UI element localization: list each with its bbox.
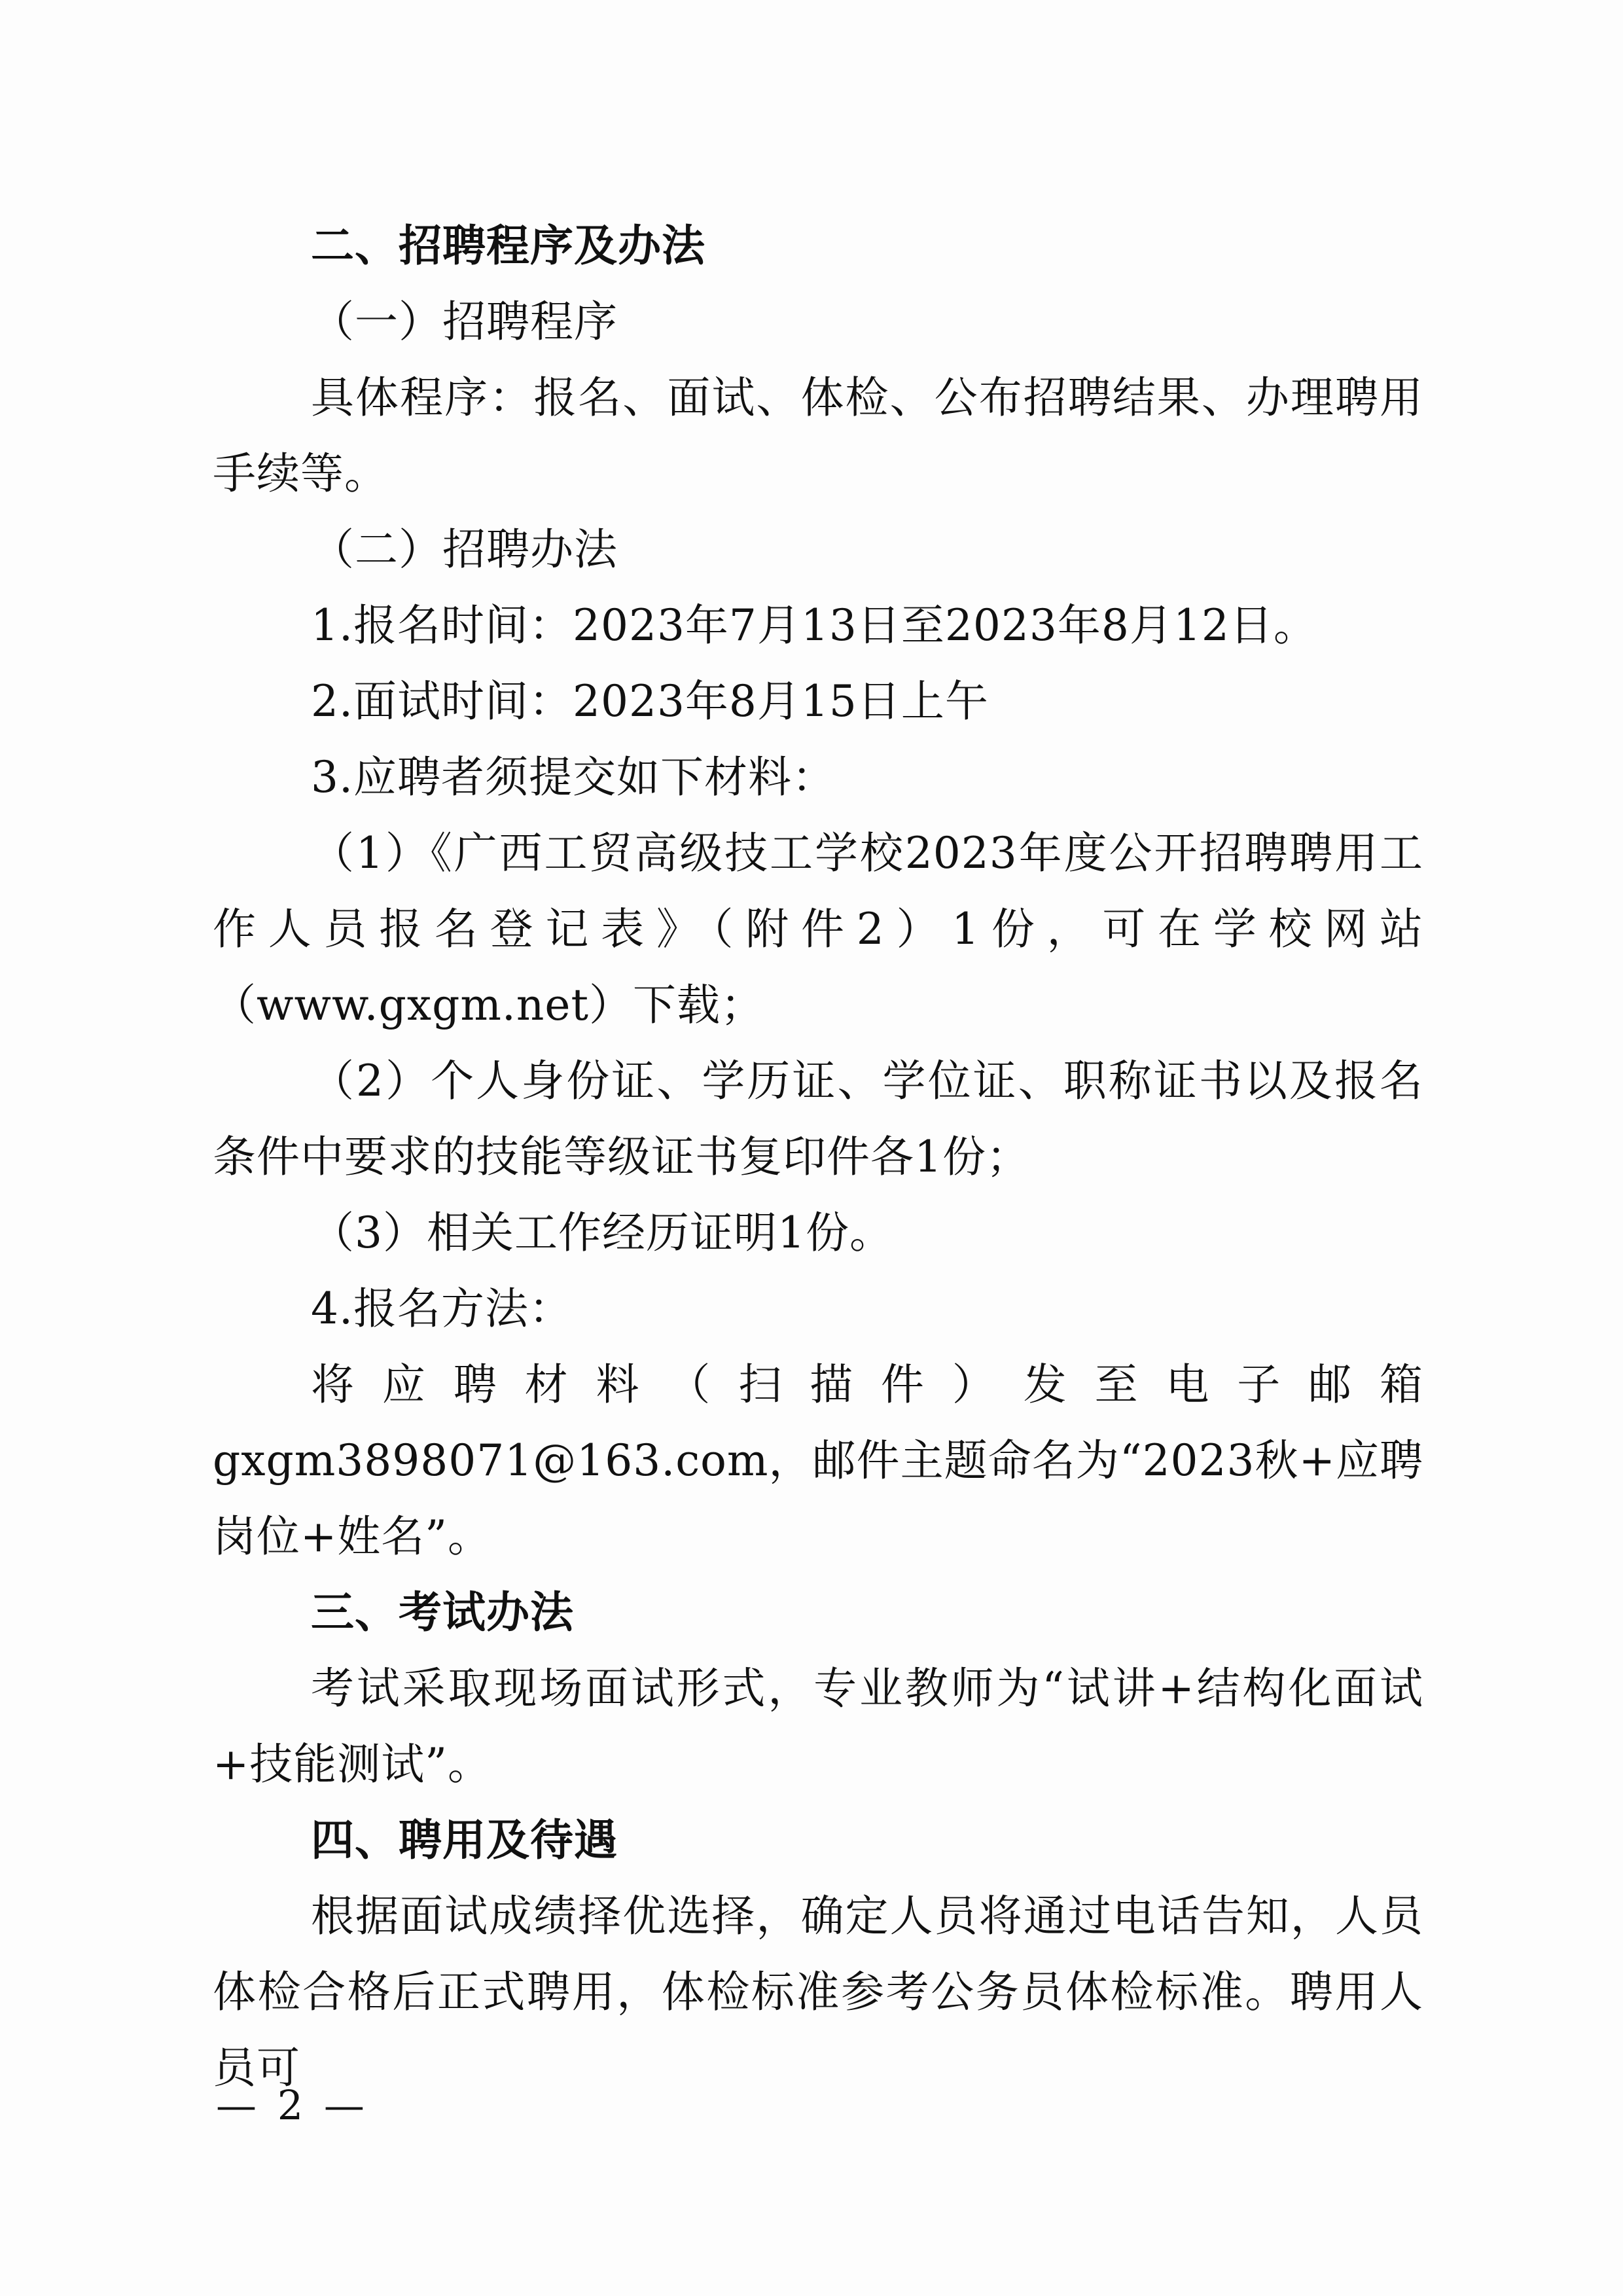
subheading-recruitment-procedure: （一）招聘程序 <box>311 296 618 347</box>
paragraph-employment-details: 根据面试成绩择优选择，确定人员将通过电话告知，人员体检合格后正式聘用，体检标准参考公务员体检标准。聘用人员可 <box>213 1891 1423 2093</box>
paragraph-procedure-steps: 具体程序：报名、面试、体检、公布招聘结果、办理聘用手续等。 <box>213 372 1423 499</box>
paragraph-registration-method: 4.报名方法： <box>311 1283 573 1334</box>
paragraph-material-3: （3）相关工作经历证明1份。 <box>311 1208 893 1258</box>
section-heading-employment: 四、聘用及待遇 <box>311 1815 618 1865</box>
page-number: — 2 — <box>216 2081 368 2129</box>
paragraph-exam-format: 考试采取现场面试形式，专业教师为“试讲+结构化面试+技能测试”。 <box>213 1663 1423 1789</box>
subheading-recruitment-method: （二）招聘办法 <box>311 524 618 575</box>
paragraph-interview-time: 2.面试时间：2023年8月15日上午 <box>311 676 989 726</box>
section-heading-exam: 三、考试办法 <box>311 1587 574 1638</box>
paragraph-materials-intro: 3.应聘者须提交如下材料： <box>311 752 836 802</box>
paragraph-registration-time: 1.报名时间：2023年7月13日至2023年8月12日。 <box>311 600 1317 651</box>
paragraph-email-instructions: 将应聘材料（扫描件）发至电子邮箱gxgm3898071@163.com，邮件主题命名为“2023秋+应聘岗位+姓名”。 <box>213 1359 1423 1562</box>
paragraph-material-1: （1）《广西工贸高级技工学校2023年度公开招聘聘用工作人员报名登记表》（附件2）1份，可在学校网站（www.gxgm.net）下载； <box>213 828 1423 1030</box>
section-heading-procedure: 二、招聘程序及办法 <box>311 221 705 271</box>
paragraph-material-2: （2）个人身份证、学历证、学位证、职称证书以及报名条件中要求的技能等级证书复印件各1份； <box>213 1056 1423 1182</box>
document-body <box>213 208 1423 2106</box>
